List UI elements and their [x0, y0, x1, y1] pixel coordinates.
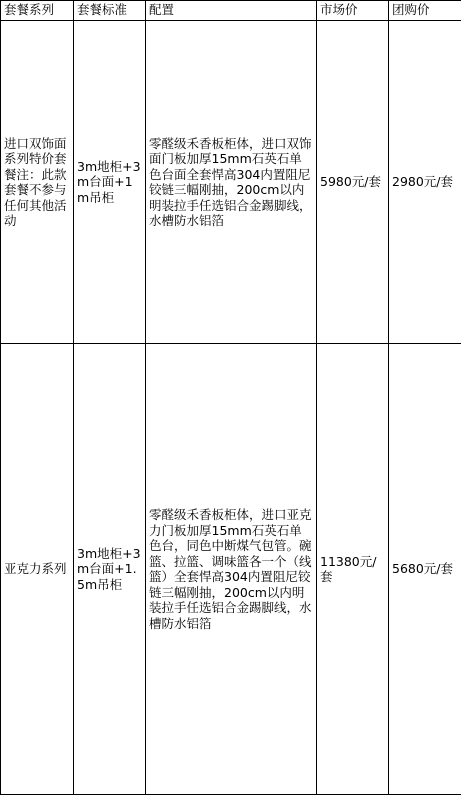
header-standard: 套餐标准 [74, 1, 146, 21]
series-cell: 亚克力系列 [1, 344, 74, 795]
config-cell: 零醛级禾香板柜体，进口双饰面门板加厚15mm石英石单色台面全套悍高304内置阻尼铰链三幅刚抽，200cm以内明装拉手任选铝合金踢脚线，水槽防水铝箔 [146, 21, 317, 344]
header-market-price: 市场价 [317, 1, 389, 21]
standard-cell: 3m地柜+3m台面+1.5m吊柜 [74, 344, 146, 795]
standard-cell: 3m地柜+3m台面+1m吊柜 [74, 21, 146, 344]
market-price-cell: 5980元/套 [317, 21, 389, 344]
header-series: 套餐系列 [1, 1, 74, 21]
table-row [1, 21, 461, 344]
header-config: 配置 [146, 1, 317, 21]
series-cell: 进口双饰面系列特价套餐注：此款套餐不参与任何其他活动 [1, 21, 74, 344]
table-row [1, 344, 461, 795]
header-row [1, 1, 461, 21]
group-price-cell: 2980元/套 [389, 21, 461, 344]
market-price-cell: 11380元/套 [317, 344, 389, 795]
group-price-cell: 5680元/套 [389, 344, 461, 795]
header-group-price: 团购价 [389, 1, 461, 21]
config-cell: 零醛级禾香板柜体，进口亚克力门板加厚15mm石英石单色台，同色中断煤气包管。碗篮、拉篮、调味篮各一个（线篮）全套悍高304内置阻尼铰链三幅刚抽，200cm以内明装拉手任选铝合金踢脚线，水槽防水铝箔 [146, 344, 317, 795]
